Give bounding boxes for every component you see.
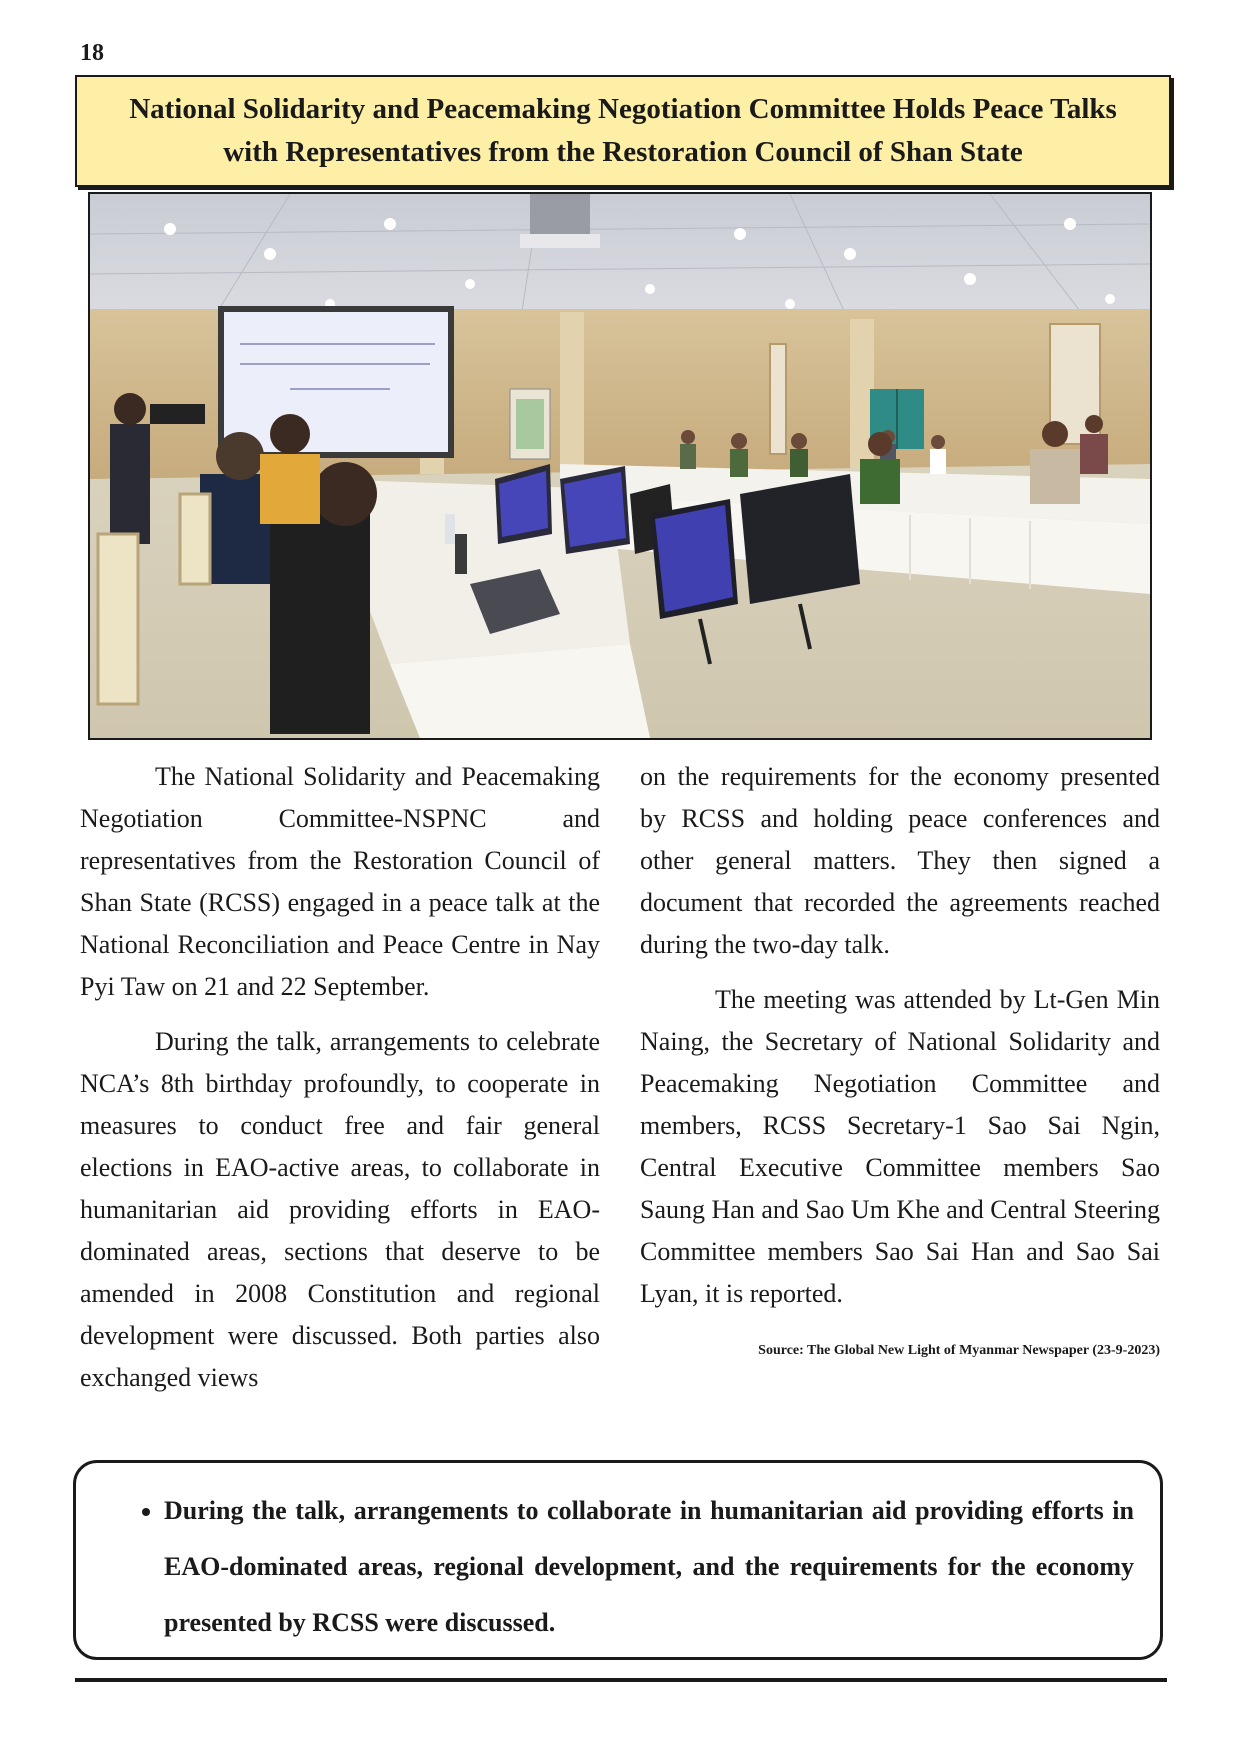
meeting-photo: [88, 192, 1152, 740]
article-title-box: [75, 75, 1171, 187]
summary-box: [73, 1460, 1163, 1660]
meeting-room-illustration: [90, 194, 1150, 738]
summary-bullet: • During the talk, arrangements to collaborate in humanitarian aid providing efforts in EAO-dominated areas, regional development, and the requirements for the economy presented by RCSS were discussed.: [164, 1483, 1134, 1651]
article-title-line-2: with Representatives from the Restoration Council of Shan State: [223, 136, 1023, 168]
article-paragraph-2: During the talk, arrangements to celebrate NCA’s 8th birthday profoundly, to cooperate in measures to conduct free and fair general elections in EAO-active areas, to collaborate in humanitarian aid providing efforts in EAO-dominated areas, sections that deserve to be amended in 2008 Constitution and regional development were discussed. Both parties also exchanged views: [80, 1027, 600, 1392]
article-column-right: [640, 756, 1160, 1361]
article-column-left: [80, 756, 600, 1412]
article-title-line-1: National Solidarity and Peacemaking Negotiation Committee Holds Peace Talks: [129, 93, 1117, 125]
article-paragraph-4: The meeting was attended by Lt-Gen Min Naing, the Secretary of National Solidarity and Peacemaking Negotiation Committee and members, RCSS Secretary-1 Sao Sai Ngin, Central Executive Committee members Sao Saung Han and Sao Um Khe and Central Steering Committee members Sao Sai Han and Sao Sai Lyan, it is reported.: [640, 985, 1160, 1308]
article-paragraph-1: The National Solidarity and Peacemaking Negotiation Committee-NSPNC and representatives from the Restoration Council of Shan State (RCSS) engaged in a peace talk at the National Reconciliation and Peace Centre in Nay Pyi Taw on 21 and 22 September.: [80, 762, 600, 1001]
article-paragraph-3: on the requirements for the economy presented by RCSS and holding peace conferences and other general matters. They then signed a document that recorded the agreements reached during the two-day talk.: [640, 762, 1160, 959]
article-source: Source: The Global New Light of Myanmar Newspaper (23-9-2023): [758, 1343, 1160, 1358]
page-number: 18: [80, 40, 104, 66]
summary-list: [128, 1483, 1134, 1651]
bottom-rule: [75, 1678, 1167, 1682]
